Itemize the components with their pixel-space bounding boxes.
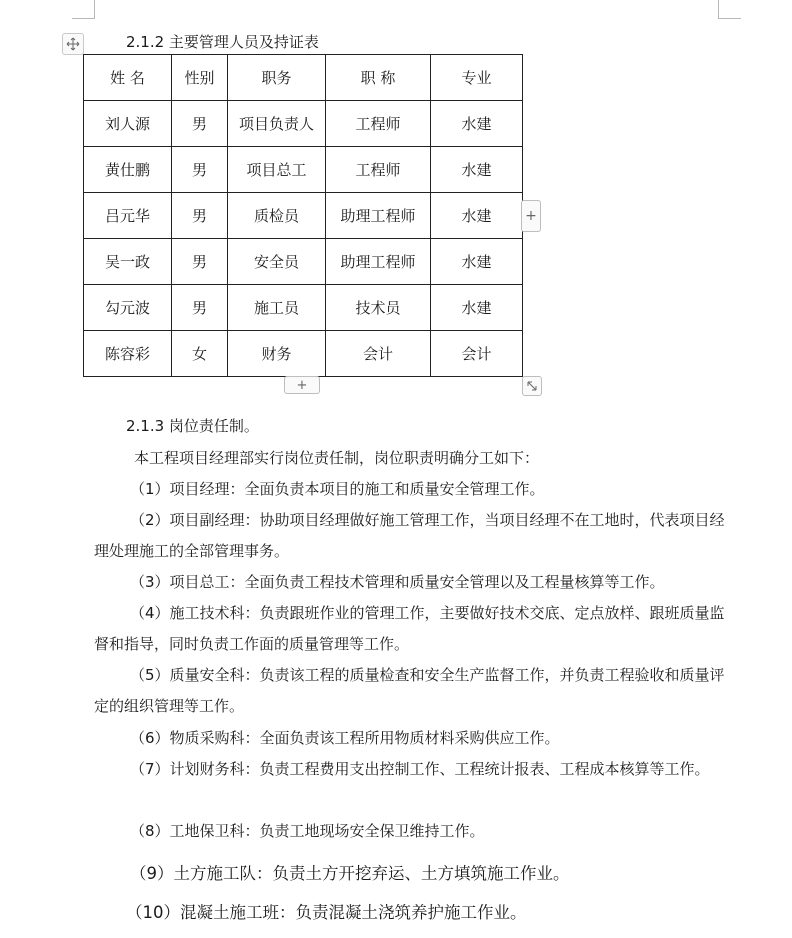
section-2-1-2-title: 2.1.2 主要管理人员及持证表 xyxy=(126,33,319,51)
table-row xyxy=(84,101,523,147)
add-row-button[interactable]: + xyxy=(284,376,320,394)
cell-name[interactable]: 黄仕鹏 xyxy=(84,147,172,193)
cell-major[interactable]: 水建 xyxy=(431,147,523,193)
cell-position[interactable]: 安全员 xyxy=(228,239,326,285)
cell-major[interactable]: 会计 xyxy=(431,331,523,377)
cell-position[interactable]: 项目总工 xyxy=(228,147,326,193)
cell-major[interactable]: 水建 xyxy=(431,101,523,147)
cell-name[interactable]: 刘人源 xyxy=(84,101,172,147)
cell-position[interactable]: 施工员 xyxy=(228,285,326,331)
cell-gender[interactable]: 男 xyxy=(172,147,228,193)
cell-title[interactable]: 助理工程师 xyxy=(326,193,431,239)
duty-item: （3）项目总工：全面负责工程技术管理和质量安全管理以及工程量核算等工作。 xyxy=(130,573,665,591)
table-header-row xyxy=(84,55,523,101)
cell-title[interactable]: 助理工程师 xyxy=(326,239,431,285)
header-gender[interactable]: 性别 xyxy=(172,55,228,101)
table-move-handle-icon[interactable] xyxy=(62,33,84,55)
duty-item: （8）工地保卫科：负责工地现场安全保卫维持工作。 xyxy=(130,822,485,840)
duty-item: （6）物质采购科：全面负责该工程所用物质材料采购供应工作。 xyxy=(130,729,560,747)
cell-title[interactable]: 工程师 xyxy=(326,101,431,147)
table-row xyxy=(84,285,523,331)
cell-gender[interactable]: 女 xyxy=(172,331,228,377)
cell-gender[interactable]: 男 xyxy=(172,239,228,285)
cell-title[interactable]: 会计 xyxy=(326,331,431,377)
cell-major[interactable]: 水建 xyxy=(431,285,523,331)
duty-item: （7）计划财务科：负责工程费用支出控制工作、工程统计报表、工程成本核算等工作。 xyxy=(130,760,710,778)
section-2-1-3-title: 2.1.3 岗位责任制。 xyxy=(126,417,259,435)
duty-item: （4）施工技术科：负责跟班作业的管理工作，主要做好技术交底、定点放样、跟班质量监督和指导，同时负责工作面的质量管理等工作。 xyxy=(94,604,725,653)
cell-major[interactable]: 水建 xyxy=(431,193,523,239)
cell-title[interactable]: 工程师 xyxy=(326,147,431,193)
duty-item: （9）土方施工队：负责土方开挖弃运、土方填筑施工作业。 xyxy=(130,864,570,883)
cell-name[interactable]: 吴一政 xyxy=(84,239,172,285)
header-major[interactable]: 专业 xyxy=(431,55,523,101)
add-column-button[interactable]: + xyxy=(521,200,541,232)
cell-position[interactable]: 质检员 xyxy=(228,193,326,239)
duty-item: （2）项目副经理：协助项目经理做好施工管理工作，当项目经理不在工地时，代表项目经理处理施工的全部管理事务。 xyxy=(94,511,725,560)
header-position[interactable]: 职务 xyxy=(228,55,326,101)
header-name[interactable]: 姓 名 xyxy=(84,55,172,101)
table-row xyxy=(84,331,523,377)
staff-table xyxy=(83,54,523,377)
duty-item: （10）混凝土施工班：负责混凝土浇筑养护施工作业。 xyxy=(126,903,527,922)
cell-name[interactable]: 吕元华 xyxy=(84,193,172,239)
header-title[interactable]: 职 称 xyxy=(326,55,431,101)
table-row xyxy=(84,147,523,193)
cell-major[interactable]: 水建 xyxy=(431,239,523,285)
cell-name[interactable]: 陈容彩 xyxy=(84,331,172,377)
table-row xyxy=(84,193,523,239)
table-row xyxy=(84,239,523,285)
cell-gender[interactable]: 男 xyxy=(172,285,228,331)
cell-gender[interactable]: 男 xyxy=(172,101,228,147)
duty-item: （5）质量安全科：负责该工程的质量检查和安全生产监督工作，并负责工程验收和质量评定的组织管理等工作。 xyxy=(94,666,725,715)
duty-item: （1）项目经理：全面负责本项目的施工和质量安全管理工作。 xyxy=(130,480,545,498)
cell-position[interactable]: 项目负责人 xyxy=(228,101,326,147)
table-resize-icon[interactable] xyxy=(522,376,542,396)
page-margin-corner-top-right xyxy=(718,0,741,19)
cell-title[interactable]: 技术员 xyxy=(326,285,431,331)
responsibility-intro: 本工程项目经理部实行岗位责任制，岗位职责明确分工如下： xyxy=(134,449,540,467)
cell-name[interactable]: 勾元波 xyxy=(84,285,172,331)
cell-position[interactable]: 财务 xyxy=(228,331,326,377)
page-margin-corner-top-left xyxy=(72,0,95,19)
cell-gender[interactable]: 男 xyxy=(172,193,228,239)
